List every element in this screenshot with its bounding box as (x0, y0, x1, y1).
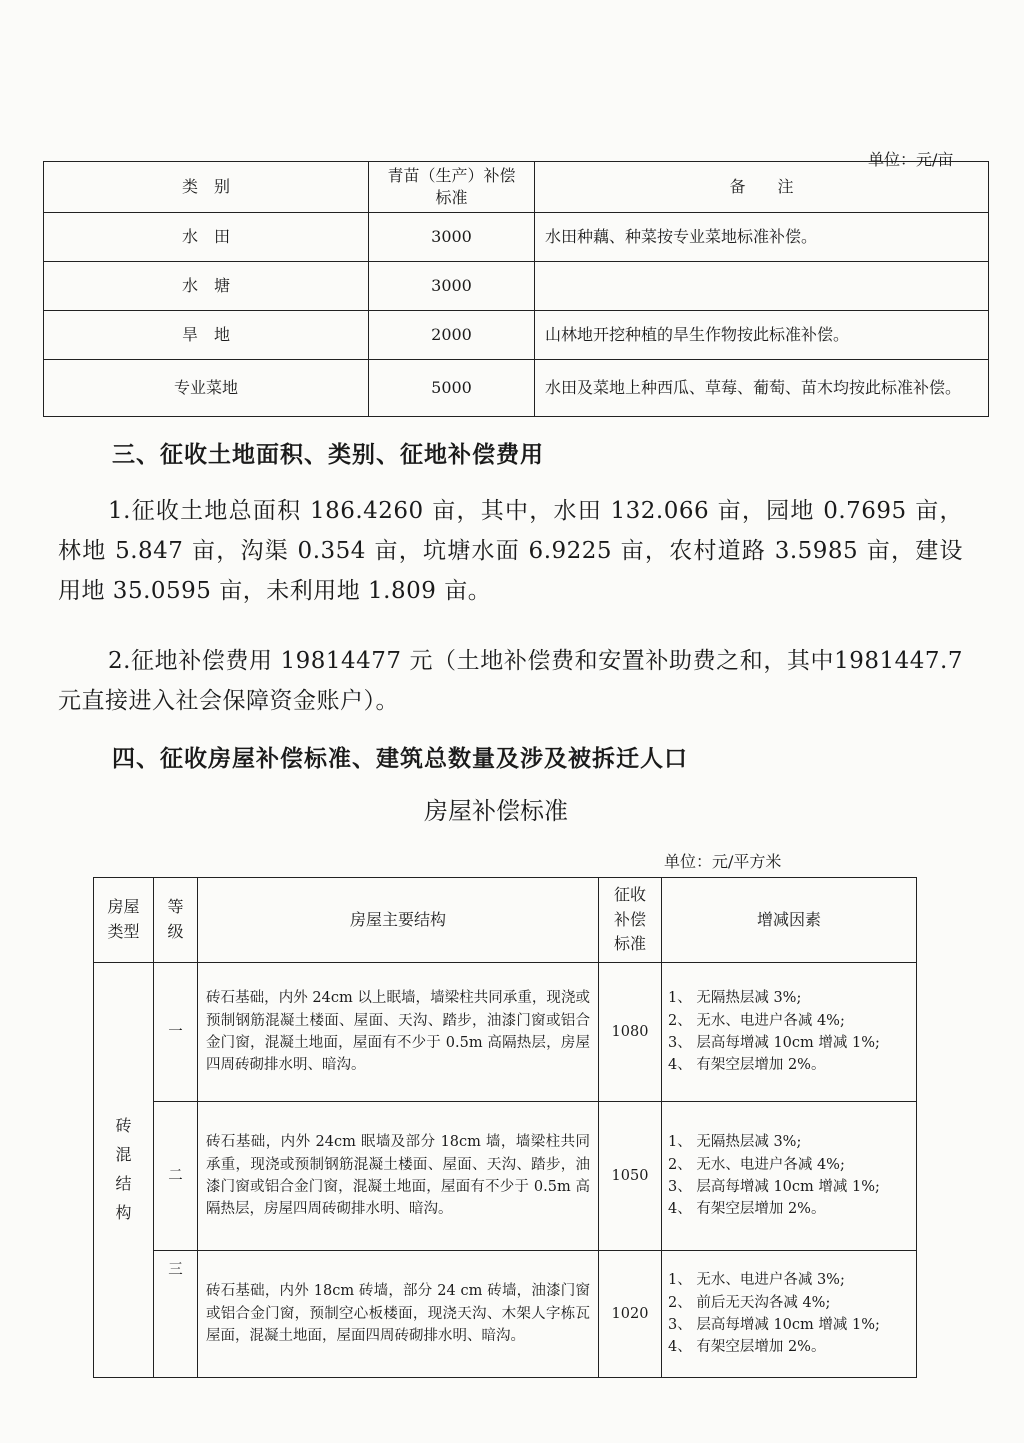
factor-item: 3、 层高每增减 10cm 增减 1%; (668, 1179, 880, 1195)
table-row (44, 360, 989, 417)
structure-cell: 砖石基础，内外 24cm 眠墙及部分 18cm 墙，墙梁柱共同承重，现浇或预制钢筋混凝土楼面、屋面、天沟、踏步，油漆门窗或铝合金门窗，混凝土地面，屋面有不少于 0.5m 高隔热层，房屋四周砖砌排水明、暗沟。 (198, 1102, 599, 1251)
header-factors: 增减因素 (662, 878, 917, 963)
factor-item: 4、 有架空层增加 2%。 (668, 1057, 826, 1074)
table-row (44, 311, 989, 360)
table-header-row (44, 162, 989, 213)
row-category: 专业菜地 (44, 360, 369, 417)
row-standard: 3000 (369, 262, 535, 311)
row-remark (535, 262, 989, 311)
row-standard: 3000 (369, 213, 535, 262)
header-category: 类 别 (44, 162, 369, 213)
row-category: 水 田 (44, 213, 369, 262)
header-remark: 备 注 (535, 162, 989, 213)
header-structure: 房屋主要结构 (198, 878, 599, 963)
structure-cell: 砖石基础，内外 18cm 砖墙，部分 24 cm 砖墙，油漆门窗或铝合金门窗，预制空心板楼面，现浇天沟、木架人字栋瓦屋面，混凝土地面，屋面四周砖砌排水明、暗沟。 (198, 1251, 599, 1378)
header-house-type: 房屋类型 (94, 878, 154, 963)
factors-cell (662, 1102, 917, 1251)
factor-item: 2、 无水、电进户各减 4%; (668, 1012, 845, 1029)
seed-compensation-table (43, 161, 989, 417)
factors-cell (662, 963, 917, 1102)
factor-item: 2、 无水、电进户各减 4%; (668, 1156, 845, 1173)
section-3-paragraph-1: 1.征收土地总面积 186.4260 亩，其中，水田 132.066 亩，园地 0.7695 亩，林地 5.847 亩，沟渠 0.354 亩，坑塘水面 6.9225 亩，农村道路 3.5985 亩，建设用地 35.0595 亩，未利用地 1.809 亩。 (58, 498, 963, 604)
factor-item: 1、 无隔热层减 3%; (668, 990, 802, 1007)
structure-cell: 砖石基础，内外 24cm 以上眠墙，墙梁柱共同承重，现浇或预制钢筋混凝土楼面、屋面、天沟、踏步，油漆门窗或铝合金门窗，混凝土地面，屋面有不少于 0.5m 高隔热层，房屋四周砖砌排水明、暗沟。 (198, 963, 599, 1102)
house-table-unit: 单位：元/平方米 (664, 852, 782, 871)
header-grade: 等级 (154, 878, 198, 963)
house-type-cell: 砖混结构 (94, 963, 154, 1378)
row-remark: 山林地开挖种植的旱生作物按此标准补偿。 (535, 311, 989, 360)
factor-item: 4、 有架空层增加 2%。 (668, 1201, 826, 1218)
table-row (44, 262, 989, 311)
factor-item: 1、 无水、电进户各减 3%; (668, 1272, 845, 1289)
section-3-paragraph-2: 2.征地补偿费用 19814477 元（土地补偿费和安置补助费之和，其中1981447.7 元直接进入社会保障资金账户）。 (58, 648, 963, 714)
row-category: 水 塘 (44, 262, 369, 311)
factor-item: 1、 无隔热层减 3%; (668, 1134, 802, 1151)
row-remark: 水田及菜地上种西瓜、草莓、葡萄、苗木均按此标准补偿。 (535, 360, 989, 417)
grade-cell: 一 (154, 963, 198, 1102)
table-row (94, 1102, 917, 1251)
seed-table-unit: 单位：元/亩 (868, 150, 954, 169)
factor-item: 3、 层高每增减 10cm 增减 1%; (668, 1317, 880, 1333)
header-standard: 征收补偿标准 (599, 878, 662, 963)
house-compensation-table (93, 877, 917, 1378)
row-category: 旱 地 (44, 311, 369, 360)
factor-item: 2、 前后无天沟各减 4%; (668, 1294, 831, 1311)
table-header-row (94, 878, 917, 963)
row-standard: 2000 (369, 311, 535, 360)
grade-cell: 三 (154, 1251, 198, 1378)
factor-item: 3、 层高每增减 10cm 增减 1%; (668, 1035, 880, 1051)
standard-cell: 1020 (599, 1251, 662, 1378)
section-4-heading: 四、征收房屋补偿标准、建筑总数量及涉及被拆迁人口 (112, 745, 688, 772)
row-remark: 水田种藕、种菜按专业菜地标准补偿。 (535, 213, 989, 262)
factors-cell (662, 1251, 917, 1378)
standard-cell: 1050 (599, 1102, 662, 1251)
section-3-heading: 三、征收土地面积、类别、征地补偿费用 (112, 441, 544, 468)
factor-item: 4、 有架空层增加 2%。 (668, 1339, 826, 1356)
house-table-title: 房屋补偿标准 (424, 797, 568, 825)
table-row (94, 963, 917, 1102)
table-row (94, 1251, 917, 1378)
table-row (44, 213, 989, 262)
standard-cell: 1080 (599, 963, 662, 1102)
grade-cell: 二 (154, 1102, 198, 1251)
row-standard: 5000 (369, 360, 535, 417)
header-standard: 青苗（生产）补偿标准 (369, 162, 535, 213)
